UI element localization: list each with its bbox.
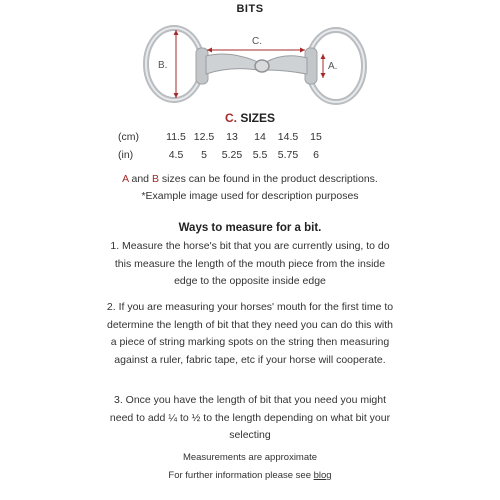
approx-note: Measurements are approximate [182,452,318,463]
sizes-title [0,111,500,125]
example-note: *Example image used for description purposes [141,190,359,202]
mouthpiece-right [266,56,307,74]
further-info [0,470,500,481]
further-info-text: For further information please see [168,470,311,481]
sizes-table [118,128,330,164]
size-cell: 4.5 [168,149,184,161]
unit-cell: (cm) [118,131,139,143]
instruction-3: 3. Once you have the length of bit that you need you might need to add ¼ to ½ to the length depending on what bit your selecting [109,394,391,441]
ab-sizes-note [0,173,500,185]
instruction-2: 2. If you are measuring your horses' mouth for the first time to determine the length of bit that they need you can do this with a piece of string marking spots on the string then measuring against a ruler, fabric tape, etc if your horse will cooperate. [106,301,394,366]
bit-diagram [140,22,370,107]
size-cell: 5.5 [252,149,268,161]
size-cell: 12.5 [193,131,215,143]
size-cell: 5.75 [277,149,299,161]
unit-cell: (in) [118,149,134,161]
size-cell: 15 [310,131,322,143]
size-cell: 14 [254,131,266,143]
ways-title: Ways to measure for a bit. [178,222,322,234]
size-cell: 5 [201,149,207,161]
note-and: and [131,173,150,185]
sizes-row-cm [118,128,330,146]
size-cell: 11.5 [166,131,186,143]
mouthpiece-left [206,54,258,74]
blog-link[interactable]: blog [313,470,332,481]
label-a: A. [328,61,338,72]
size-cell: 5.25 [221,149,243,161]
page-title: BITS [236,3,264,15]
note-letter-a: A [122,173,129,185]
note-rest: sizes can be found in the product descriptions. [161,173,378,185]
size-cell: 14.5 [277,131,299,143]
sizes-title-letter: C. [224,111,237,125]
size-cell: 6 [313,149,319,161]
note-letter-b: B [151,173,159,185]
sizes-row-in [118,146,330,164]
size-cell: 13 [226,131,238,143]
label-b: B. [158,60,168,71]
instruction-1: 1. Measure the horse's bit that you are currently using, to do this measure the length of the mouth piece from the inside edge to the opposite inside edge [110,240,390,287]
label-c: C. [252,36,262,47]
sizes-title-word: SIZES [240,111,276,125]
